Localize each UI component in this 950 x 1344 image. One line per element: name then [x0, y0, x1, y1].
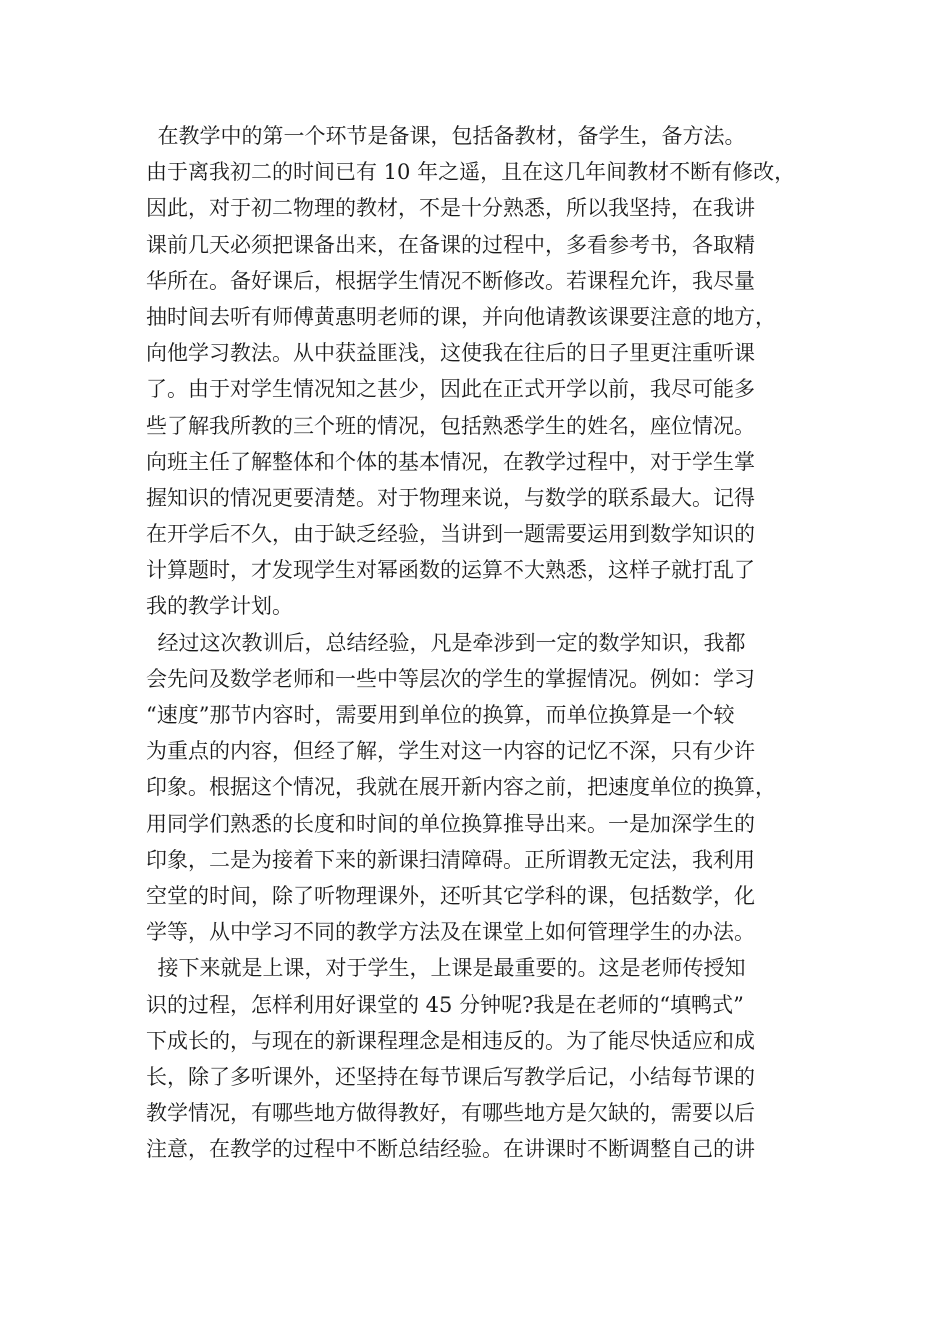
text-line: 下成长的，与现在的新课程理念是相违反的。为了能尽快适应和成 — [146, 1028, 755, 1053]
text-line: 些了解我所教的三个班的情况，包括熟悉学生的姓名，座位情况。 — [146, 413, 755, 438]
text-line: 因此，对于初二物理的教材，不是十分熟悉，所以我坚持，在我讲 — [146, 196, 755, 221]
text-line: 教学情况，有哪些地方做得教好，有哪些地方是欠缺的，需要以后 — [146, 1101, 755, 1126]
text-line: “速度”那节内容时，需要用到单位的换算，而单位换算是一个较 — [146, 703, 735, 727]
text-line: 由于离我初二的时间已有 10 年之遥，且在这几年间教材不断有修改， — [146, 160, 796, 185]
text-line: 在开学后不久，由于缺乏经验，当讲到一题需要运用到数学知识的 — [146, 522, 755, 547]
text-line: 长，除了多听课外，还坚持在每节课后写教学后记，小结每节课的 — [146, 1064, 755, 1089]
text-line: 抽时间去听有师傅黄惠明老师的课，并向他请教该课要注意的地方， — [146, 304, 776, 329]
text-line: 印象。根据这个情况，我就在展开新内容之前，把速度单位的换算， — [146, 775, 776, 800]
paragraph-3 — [146, 950, 816, 1167]
text-line: 学等，从中学习不同的教学方法及在课堂上如何管理学生的办法。 — [146, 920, 755, 945]
body-text — [146, 118, 816, 1167]
text-line: 在教学中的第一个环节是备课，包括备教材，备学生，备方法。 — [157, 124, 746, 148]
text-line: 向班主任了解整体和个体的基本情况，在教学过程中，对于学生掌 — [146, 449, 755, 474]
text-line: 向他学习教法。从中获益匪浅，这使我在往后的日子里更注重听课 — [146, 341, 755, 366]
text-line: 为重点的内容，但经了解，学生对这一内容的记忆不深，只有少许 — [146, 739, 755, 764]
text-line: 经过这次教训后，总结经验，凡是牵涉到一定的数学知识，我都 — [157, 630, 746, 655]
text-line: 用同学们熟悉的长度和时间的单位换算推导出来。一是加深学生的 — [146, 811, 755, 836]
text-line: 印象，二是为接着下来的新课扫清障碍。正所谓教无定法，我利用 — [146, 847, 755, 872]
text-line: 华所在。备好课后，根据学生情况不断修改。若课程允许，我尽量 — [146, 268, 755, 293]
paragraph-2 — [146, 625, 816, 951]
text-line: 会先问及数学老师和一些中等层次的学生的掌握情况。例如：学习 — [146, 666, 755, 691]
text-line: 注意，在教学的过程中不断总结经验。在讲课时不断调整自己的讲 — [146, 1137, 755, 1162]
text-line: 接下来就是上课，对于学生，上课是最重要的。这是老师传授知 — [157, 956, 746, 981]
text-line: 计算题时，才发现学生对幂函数的运算不大熟悉，这样子就打乱了 — [146, 558, 755, 583]
text-line: 识的过程，怎样利用好课堂的 45 分钟呢?我是在老师的“填鸭式” — [146, 992, 744, 1017]
text-line: 空堂的时间，除了听物理课外，还听其它学科的课，包括数学，化 — [146, 883, 755, 908]
text-line: 了。由于对学生情况知之甚少，因此在正式开学以前，我尽可能多 — [146, 377, 755, 402]
text-line: 握知识的情况更要清楚。对于物理来说，与数学的联系最大。记得 — [146, 485, 755, 510]
paragraph-1 — [146, 118, 816, 625]
text-line: 我的教学计划。 — [146, 594, 293, 619]
text-line: 课前几天必须把课备出来，在备课的过程中，多看参考书，各取精 — [146, 232, 755, 257]
